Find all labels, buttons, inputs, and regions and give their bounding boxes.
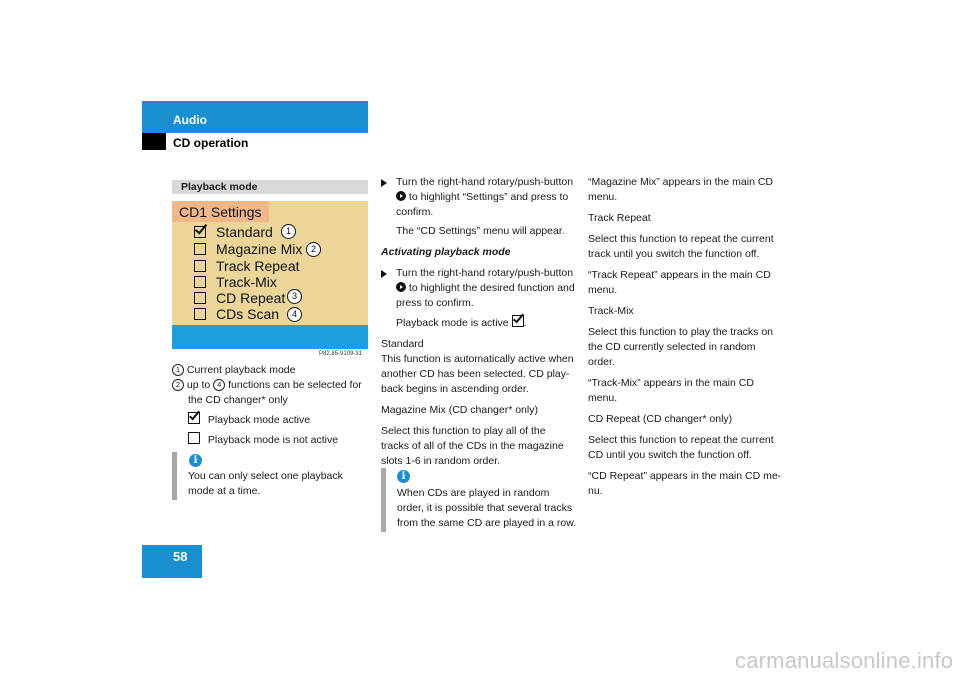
cd-repeat-title: CD Repeat (CD changer* only) <box>588 413 733 425</box>
callout-marker-1: 1 <box>281 224 296 239</box>
track-repeat-text: Select this function to repeat the current track until you switch the function off. <box>588 233 774 260</box>
menu-item-magazine-mix: Magazine Mix <box>194 241 302 257</box>
legend-number-1: 1 <box>172 364 184 376</box>
cd-settings-screen <box>172 201 368 349</box>
info-note-bar <box>381 468 386 532</box>
magazine-mix-text: Select this function to play all of the tracks of all of the CDs in the magazine slots 1-6 in random order. <box>381 425 564 467</box>
cd-repeat-note: “CD Repeat” appears in the main CD me-nu. <box>588 470 782 497</box>
menu-item-track-mix: Track-Mix <box>194 274 277 290</box>
checkbox-icon <box>188 432 200 444</box>
standard-title: Standard <box>381 338 424 350</box>
info-icon: i <box>397 470 410 483</box>
legend-inactive: Playback mode is not active <box>172 432 372 448</box>
standard-text: This function is automatically active when another CD has been selected. CD play-back begins in ascending order. <box>381 353 574 395</box>
figure-title: Playback mode <box>181 181 258 193</box>
subsection-title: CD operation <box>173 136 249 150</box>
magazine-mix-note: “Magazine Mix” appears in the main CD menu. <box>588 176 773 203</box>
legend-item-2-continued: the CD changer* only <box>188 394 288 406</box>
legend-item-1: 1 Current playback mode <box>172 363 372 378</box>
rotary-knob-icon <box>396 191 406 201</box>
figure-code: P82.85-9109-31 <box>319 351 363 357</box>
cd-repeat-text: Select this function to repeat the current CD until you switch the function off. <box>588 434 774 461</box>
middle-column <box>381 175 576 475</box>
page-number-box <box>142 545 202 578</box>
track-mix-title: Track-Mix <box>588 305 634 317</box>
checkbox-icon <box>194 276 206 288</box>
legend-number-4: 4 <box>213 379 225 391</box>
magazine-mix-title: Magazine Mix (CD changer* only) <box>381 404 538 416</box>
checkbox-checked-icon <box>194 226 206 238</box>
screen-status-strip <box>172 325 368 349</box>
rotary-knob-icon <box>396 282 406 292</box>
menu-item-track-repeat: Track Repeat <box>194 258 300 274</box>
info-note-text: You can only select one playback mode at a time. <box>188 470 343 497</box>
screen-title: CD1 Settings <box>179 204 262 220</box>
menu-item-cd-repeat: CD Repeat <box>194 290 285 306</box>
figure-legend <box>172 363 372 448</box>
track-mix-text: Select this function to play the tracks on the CD currently selected in random order. <box>588 326 774 368</box>
callout-marker-4: 4 <box>287 307 302 322</box>
step-arrow-icon <box>381 270 387 278</box>
section-tab-marker <box>142 133 166 150</box>
info-icon: i <box>189 454 202 467</box>
info-note-text: When CDs are played in random order, it is possible that several tracks from the same CD are played in a row. <box>397 487 577 529</box>
menu-item-cds-scan: CDs Scan <box>194 306 279 322</box>
section-heading: Activating playback mode <box>381 246 511 258</box>
instruction-step-2: Turn the right-hand rotary/push-button to highlight the desired function and press to confirm. <box>381 266 576 311</box>
callout-marker-3: 3 <box>287 289 302 304</box>
instruction-step-1: Turn the right-hand rotary/push-button to highlight “Settings” and press to confirm. <box>381 175 576 220</box>
checkbox-checked-icon <box>188 412 200 424</box>
checkbox-icon <box>194 260 206 272</box>
legend-item-2: 2 up to 4 functions can be selected for <box>172 378 372 393</box>
step-1-result: The “CD Settings” menu will appear. <box>396 225 565 237</box>
page-number: 58 <box>173 549 188 564</box>
right-column <box>588 175 783 505</box>
track-repeat-title: Track Repeat <box>588 212 651 224</box>
track-repeat-note: “Track Repeat” appears in the main CD menu. <box>588 269 771 296</box>
info-note-bar <box>172 452 177 500</box>
step-arrow-icon <box>381 179 387 187</box>
checkbox-icon <box>194 243 206 255</box>
checkbox-checked-icon <box>512 315 524 327</box>
checkbox-icon <box>194 308 206 320</box>
section-title: Audio <box>173 113 207 127</box>
callout-marker-2: 2 <box>306 242 321 257</box>
legend-number-2: 2 <box>172 379 184 391</box>
menu-item-standard: Standard <box>194 224 273 240</box>
legend-active: Playback mode active <box>172 412 372 428</box>
track-mix-note: “Track-Mix” appears in the main CD menu. <box>588 377 754 404</box>
step-2-result: Playback mode is active . <box>396 317 527 329</box>
checkbox-icon <box>194 292 206 304</box>
watermark: carmanualsonline.info <box>735 648 954 673</box>
